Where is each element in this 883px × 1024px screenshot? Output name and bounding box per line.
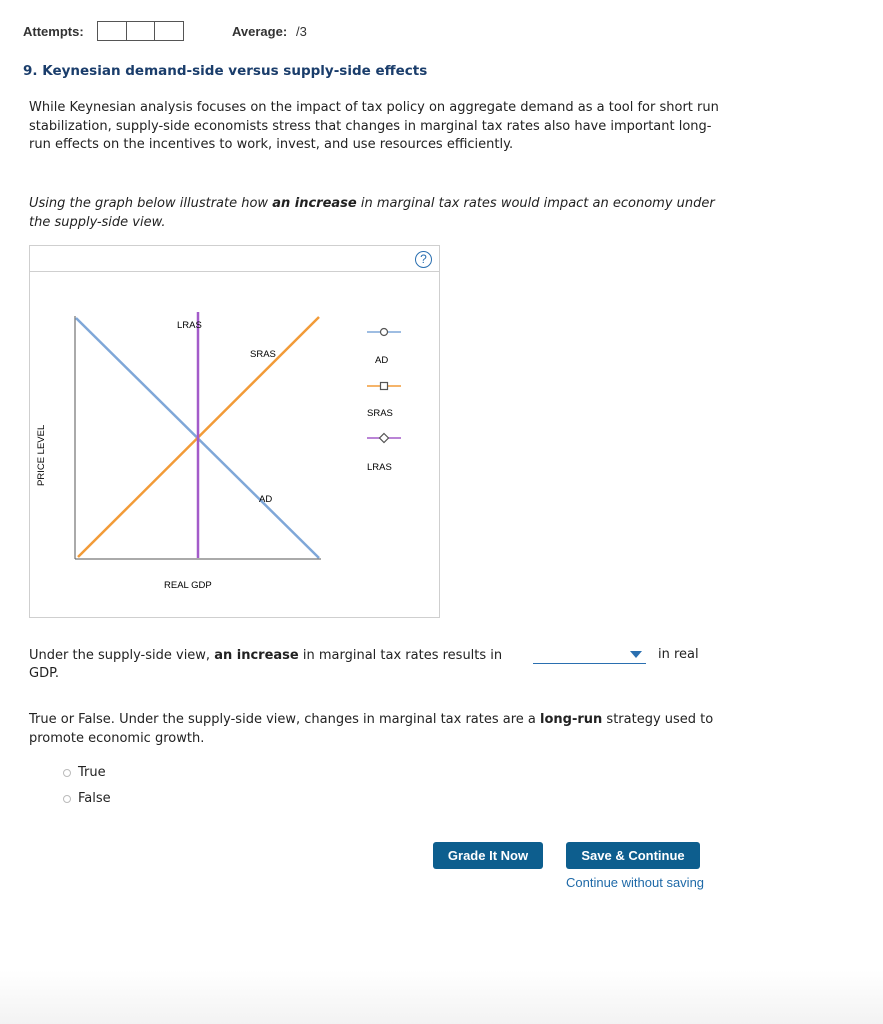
tf-question-emphasis: long-run xyxy=(540,712,603,727)
square-marker-icon xyxy=(381,383,388,390)
instruction-text: in marginal tax rates would impact an economy under the supply-side view. xyxy=(29,196,715,230)
palette-label-lras: LRAS xyxy=(367,462,392,473)
page-bottom-shade xyxy=(0,970,883,1024)
grade-it-now-button[interactable]: Grade It Now xyxy=(433,842,543,869)
average-label: Average: xyxy=(232,24,288,39)
radio-label: True xyxy=(78,765,106,780)
attempt-indicators xyxy=(97,21,183,41)
caret-down-icon xyxy=(630,651,642,658)
question-intro: While Keynesian analysis focuses on the impact of tax policy on aggregate demand as a tool for short run stabilization, supply-side economists stress that changes in marginal tax rates also have important long-run effects on the incentives to work, invest, and use resources efficiently. xyxy=(29,100,719,152)
dropdown-line2: GDP. xyxy=(29,666,60,681)
palette-tool-lras[interactable] xyxy=(367,434,401,474)
circle-marker-icon xyxy=(381,329,388,336)
question-circle-icon[interactable]: ? xyxy=(415,251,432,268)
palette-label-ad: AD xyxy=(375,355,389,366)
graph-panel xyxy=(29,245,440,618)
save-and-continue-button[interactable]: Save & Continue xyxy=(566,842,700,869)
question-title: 9. Keynesian demand-side versus supply-side effects xyxy=(23,63,428,79)
true-false-question xyxy=(29,711,729,748)
radio-option-false[interactable] xyxy=(63,791,111,806)
continue-without-saving-link[interactable]: Continue without saving xyxy=(566,875,705,890)
sras-curve-label: SRAS xyxy=(250,349,276,360)
palette-tool-sras[interactable] xyxy=(367,383,401,420)
dropdown-question-text: in marginal tax rates results in xyxy=(298,648,503,663)
graph-instruction xyxy=(29,195,729,232)
tf-question-text: strategy used to promote economic growth. xyxy=(29,712,714,746)
y-axis-label: PRICE LEVEL xyxy=(36,424,47,486)
attempt-box xyxy=(154,21,184,41)
dropdown-question-text: Under the supply-side view, xyxy=(29,648,215,663)
diamond-marker-icon xyxy=(380,434,389,443)
dropdown-suffix: in real xyxy=(658,647,699,662)
gdp-effect-select[interactable] xyxy=(533,647,646,664)
x-axis-label: REAL GDP xyxy=(164,580,212,591)
palette-tool-ad[interactable] xyxy=(367,329,401,367)
tf-question-text: True or False. Under the supply-side view, changes in marginal tax rates are a xyxy=(29,712,541,727)
attempt-box xyxy=(126,21,156,41)
graph-canvas[interactable] xyxy=(30,246,441,619)
attempts-label: Attempts: xyxy=(23,24,84,39)
instruction-text: Using the graph below illustrate how xyxy=(29,196,273,211)
radio-button[interactable] xyxy=(63,795,71,803)
radio-button[interactable] xyxy=(63,769,71,777)
dropdown-question-emphasis: an increase xyxy=(214,648,299,663)
attempt-box xyxy=(97,21,127,41)
radio-option-true[interactable] xyxy=(63,765,106,780)
ad-curve-label: AD xyxy=(259,494,273,505)
instruction-emphasis: an increase xyxy=(272,196,357,211)
palette-label-sras: SRAS xyxy=(367,408,393,419)
lras-curve-label: LRAS xyxy=(177,320,202,331)
average-value: /3 xyxy=(296,24,307,39)
radio-label: False xyxy=(78,791,111,806)
